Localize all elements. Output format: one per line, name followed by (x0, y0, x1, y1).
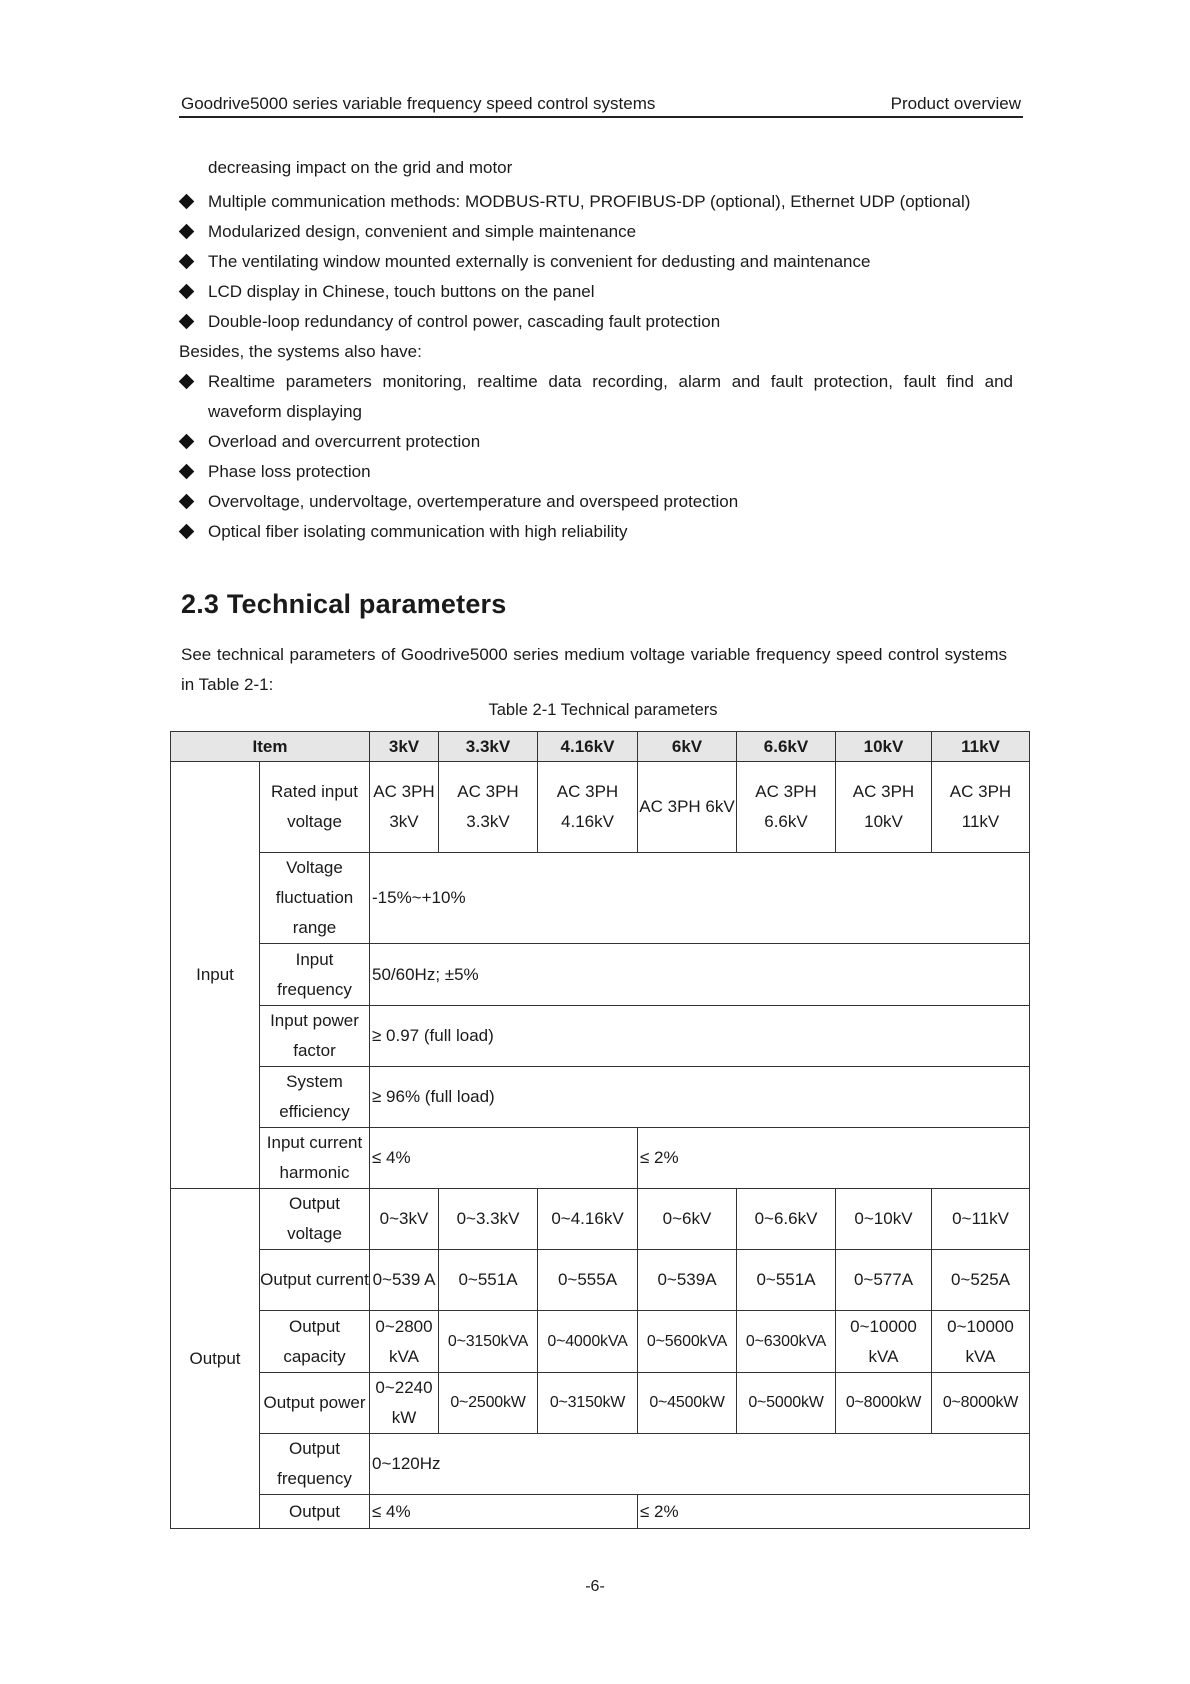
row-label: Output current (260, 1250, 370, 1311)
table-cell: 50/60Hz; ±5% (370, 944, 1030, 1006)
table-cell: AC 3PH 11kV (932, 762, 1030, 853)
voltage-header: 4.16kV (538, 732, 638, 762)
table-row (171, 762, 1030, 853)
table-row (171, 1434, 1030, 1495)
table-cell: 0~4500kW (638, 1373, 737, 1434)
table-cell: AC 3PH 3.3kV (439, 762, 538, 853)
header-section: Product overview (890, 94, 1021, 113)
row-label: Output capacity (260, 1311, 370, 1373)
diamond-bullet-icon (179, 314, 195, 330)
table-row (171, 1189, 1030, 1250)
list-item: Overvoltage, undervoltage, overtemperature and overspeed protection (179, 487, 1013, 517)
row-label: Output frequency (260, 1434, 370, 1495)
table-cell: ≤ 4% (370, 1495, 638, 1529)
row-label: Output (260, 1495, 370, 1529)
table-header-row (171, 732, 1030, 762)
technical-parameters-table (170, 731, 1030, 1529)
table-cell: 0~11kV (932, 1189, 1030, 1250)
table-cell: AC 3PH 4.16kV (538, 762, 638, 853)
table-row (171, 1495, 1030, 1529)
diamond-bullet-icon (179, 464, 195, 480)
table-cell: -15%~+10% (370, 853, 1030, 944)
voltage-header: 3kV (370, 732, 439, 762)
table-cell: 0~4.16kV (538, 1189, 638, 1250)
table-cell: ≥ 0.97 (full load) (370, 1006, 1030, 1067)
table-cell: 0~3kV (370, 1189, 439, 1250)
table-cell: AC 3PH 3kV (370, 762, 439, 853)
table-cell: 0~6.6kV (737, 1189, 836, 1250)
item-header: Item (171, 732, 370, 762)
diamond-bullet-icon (179, 434, 195, 450)
table-cell: 0~120Hz (370, 1434, 1030, 1495)
list-item: The ventilating window mounted externally is convenient for dedusting and maintenance (179, 247, 1013, 277)
table-row (171, 1067, 1030, 1128)
table-caption: Table 2-1 Technical parameters (488, 701, 718, 719)
row-label: Output voltage (260, 1189, 370, 1250)
list-item: Optical fiber isolating communication with high reliability (179, 517, 1013, 547)
table-cell: 0~8000kW (836, 1373, 932, 1434)
row-label: Output power (260, 1373, 370, 1434)
list-item: LCD display in Chinese, touch buttons on the panel (179, 277, 1013, 307)
table-cell: ≤ 2% (638, 1495, 1030, 1529)
diamond-bullet-icon (179, 374, 195, 390)
intro-paragraph: See technical parameters of Goodrive5000 series medium voltage variable frequency speed control systems in Table 2-1: (181, 645, 1007, 694)
table-cell: 0~10kV (836, 1189, 932, 1250)
header-title: Goodrive5000 series variable frequency speed control systems (181, 94, 656, 113)
table-cell: 0~539 A (370, 1250, 439, 1311)
table-row (171, 853, 1030, 944)
table-cell: 0~551A (439, 1250, 538, 1311)
list-item: Multiple communication methods: MODBUS-RTU, PROFIBUS-DP (optional), Ethernet UDP (optional) (179, 187, 1013, 217)
table-cell: 0~539A (638, 1250, 737, 1311)
table-cell: 0~5000kW (737, 1373, 836, 1434)
diamond-bullet-icon (179, 284, 195, 300)
voltage-header: 10kV (836, 732, 932, 762)
table-row (171, 1373, 1030, 1434)
table-row (171, 1250, 1030, 1311)
table-cell: AC 3PH 10kV (836, 762, 932, 853)
list-item: Double-loop redundancy of control power, cascading fault protection (179, 307, 1013, 337)
feature-list (179, 153, 1013, 547)
table-cell: 0~3150kW (538, 1373, 638, 1434)
table-cell: AC 3PH 6.6kV (737, 762, 836, 853)
list-item: Phase loss protection (179, 457, 1013, 487)
row-label: Voltage fluctuation range (260, 853, 370, 944)
table-cell: 0~525A (932, 1250, 1030, 1311)
table-cell: 0~10000 kVA (836, 1311, 932, 1373)
table-cell: 0~555A (538, 1250, 638, 1311)
table-cell: ≤ 4% (370, 1128, 638, 1189)
table-row (171, 1311, 1030, 1373)
table-cell: 0~2240 kW (370, 1373, 439, 1434)
diamond-bullet-icon (179, 224, 195, 240)
table-cell: 0~4000kVA (538, 1311, 638, 1373)
table-row (171, 944, 1030, 1006)
list-item: Overload and overcurrent protection (179, 427, 1013, 457)
voltage-header: 3.3kV (439, 732, 538, 762)
input-group-label: Input (171, 762, 260, 1189)
row-label: System efficiency (260, 1067, 370, 1128)
table-cell: 0~551A (737, 1250, 836, 1311)
row-label: Input frequency (260, 944, 370, 1006)
continuation-line: decreasing impact on the grid and motor (208, 158, 513, 177)
diamond-bullet-icon (179, 254, 195, 270)
row-label: Input power factor (260, 1006, 370, 1067)
table-cell: AC 3PH 6kV (638, 762, 737, 853)
table-cell: 0~3150kVA (439, 1311, 538, 1373)
table-cell: 0~2500kW (439, 1373, 538, 1434)
table-cell: 0~10000 kVA (932, 1311, 1030, 1373)
output-group-label: Output (171, 1189, 260, 1529)
page-number: -6- (585, 1578, 605, 1595)
row-label: Input current harmonic (260, 1128, 370, 1189)
table-cell: 0~577A (836, 1250, 932, 1311)
table-cell: 0~3.3kV (439, 1189, 538, 1250)
voltage-header: 6kV (638, 732, 737, 762)
page-header (179, 91, 1023, 118)
table-cell: 0~2800 kVA (370, 1311, 439, 1373)
table-cell: 0~8000kW (932, 1373, 1030, 1434)
diamond-bullet-icon (179, 494, 195, 510)
voltage-header: 11kV (932, 732, 1030, 762)
table-cell: ≤ 2% (638, 1128, 1030, 1189)
besides-line: Besides, the systems also have: (179, 342, 422, 361)
table-cell: ≥ 96% (full load) (370, 1067, 1030, 1128)
diamond-bullet-icon (179, 194, 195, 210)
voltage-header: 6.6kV (737, 732, 836, 762)
diamond-bullet-icon (179, 524, 195, 540)
table-row (171, 1128, 1030, 1189)
table-row (171, 1006, 1030, 1067)
list-item: Realtime parameters monitoring, realtime data recording, alarm and fault protection, fault find and waveform displaying (179, 367, 1013, 427)
table-cell: 0~5600kVA (638, 1311, 737, 1373)
section-heading: 2.3 Technical parameters (181, 589, 507, 619)
table-cell: 0~6300kVA (737, 1311, 836, 1373)
table-cell: 0~6kV (638, 1189, 737, 1250)
list-item: Modularized design, convenient and simple maintenance (179, 217, 1013, 247)
row-label: Rated input voltage (260, 762, 370, 853)
